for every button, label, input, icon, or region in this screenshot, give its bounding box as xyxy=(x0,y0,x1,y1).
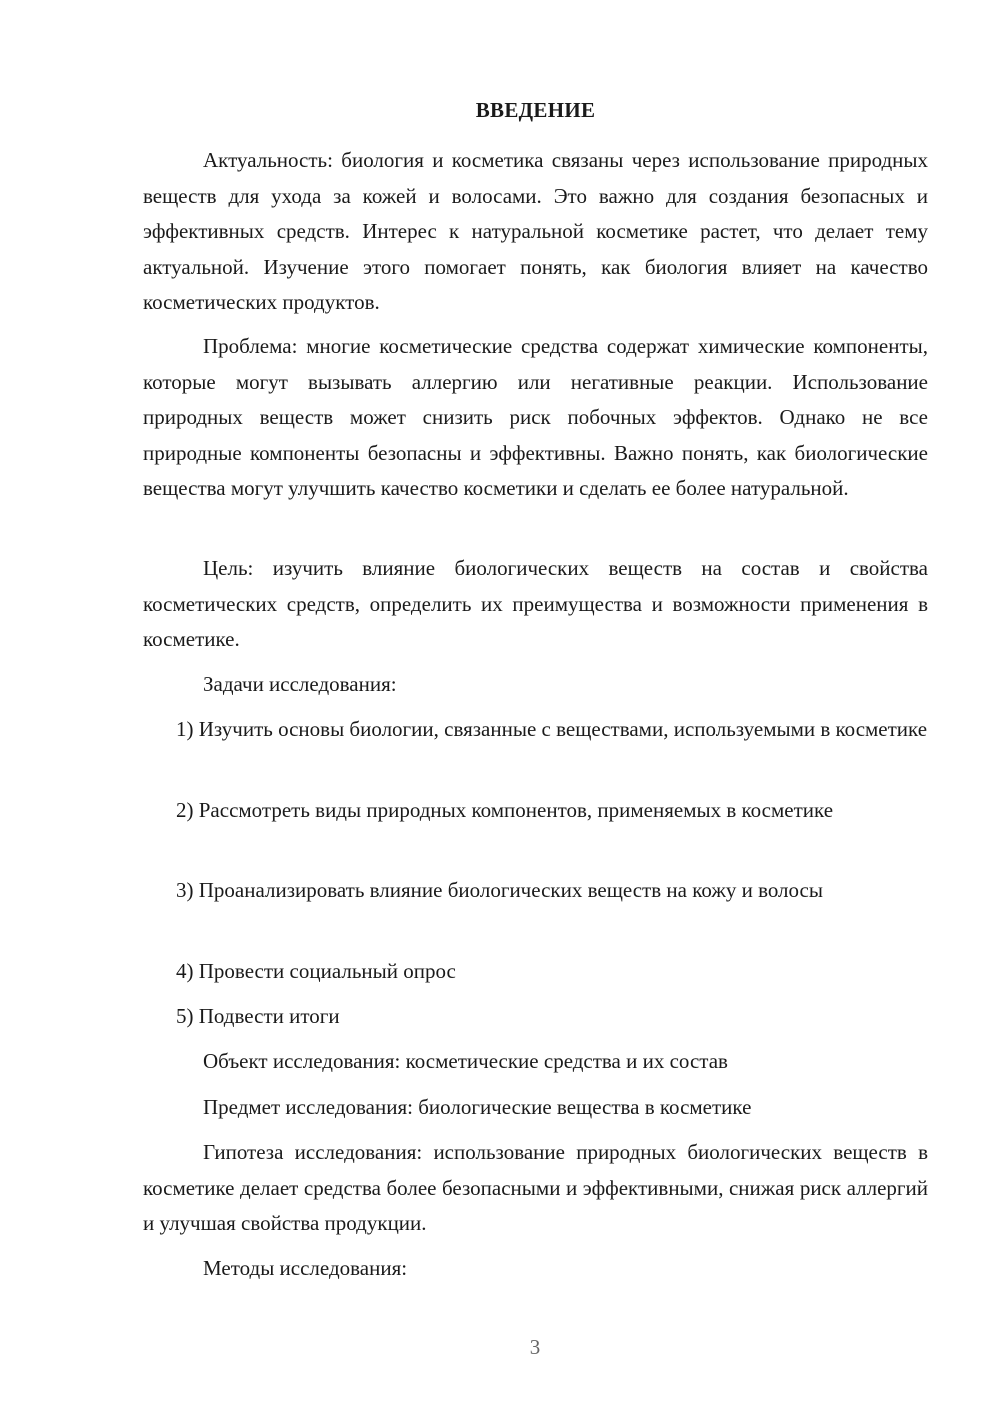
page-number: 3 xyxy=(529,1335,541,1359)
goal-paragraph: Цель: изучить влияние биологических веществ на состав и свойства косметических средств, определить их преимущества и возможности применения в косметике. xyxy=(143,556,928,651)
problem-paragraph: Проблема: многие косметические средства содержат химические компоненты, которые могут вызывать аллергию или негативные реакции. Использование природных веществ может снизить риск побочных эффектов. Однако не все природные компоненты безопасны и эффективны. Важно понять, как биологические вещества могут улучшить качество косметики и сделать ее более натуральной. xyxy=(143,334,928,500)
task-item-3: 3) Проанализировать влияние биологических веществ на кожу и волосы xyxy=(176,878,823,902)
task-item-1: 1) Изучить основы биологии, связанные с веществами, используемыми в косметике xyxy=(176,717,928,741)
task-item-5: 5) Подвести итоги xyxy=(176,1004,340,1028)
page-title: ВВЕДЕНИЕ xyxy=(475,98,596,122)
task-item-2: 2) Рассмотреть виды природных компонентов, применяемых в косметике xyxy=(176,798,834,822)
hypothesis-paragraph: Гипотеза исследования: использование природных биологических веществ в косметике делает средства более безопасными и эффективными, снижая риск аллергий и улучшая свойства продукции. xyxy=(143,1140,928,1235)
relevance-paragraph: Актуальность: биология и косметика связаны через использование природных веществ для ухода за кожей и волосами. Это важно для создания безопасных и эффективных средств. Интерес к натуральной косметике растет, что делает тему актуальной. Изучение этого помогает понять, как биология влияет на качество косметических продуктов. xyxy=(143,148,928,314)
tasks-heading: Задачи исследования: xyxy=(203,672,397,696)
object-paragraph: Объект исследования: косметические средства и их состав xyxy=(203,1049,728,1073)
subject-paragraph: Предмет исследования: биологические вещества в косметике xyxy=(203,1095,752,1119)
task-item-4: 4) Провести социальный опрос xyxy=(176,959,456,983)
methods-heading: Методы исследования: xyxy=(203,1256,408,1280)
